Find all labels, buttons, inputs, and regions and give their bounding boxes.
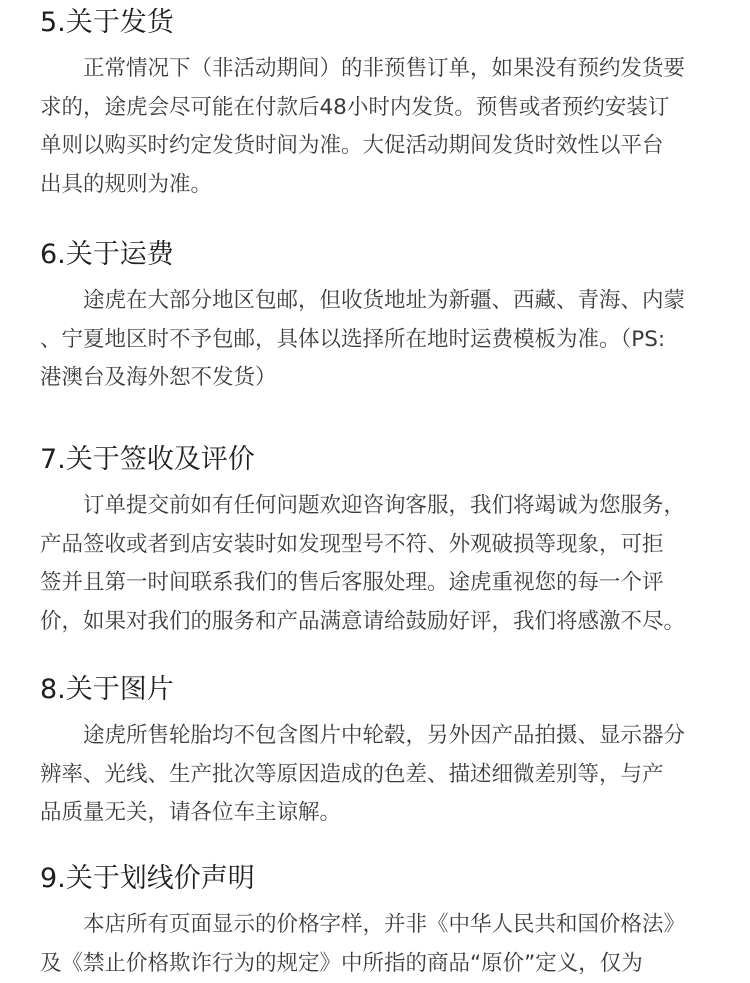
section-title: 8.关于图片 (40, 673, 715, 707)
section-body (40, 50, 715, 204)
body-line: 及《禁止价格欺诈行为的规定》中所指的商品“原价”定义，仅为 (40, 945, 715, 983)
section-body (40, 906, 715, 983)
body-line: 品质量无关，请各位车主谅解。 (40, 794, 715, 833)
body-line: 本店所有页面显示的价格字样，并非《中华人民共和国价格法》 (40, 906, 715, 945)
body-line: 单则以购买时约定发货时间为准。大促活动期间发货时效性以平台 (40, 127, 715, 166)
section-shipping (40, 6, 715, 204)
section-title: 5.关于发货 (40, 6, 715, 40)
section-images (40, 673, 715, 833)
body-line: 产品签收或者到店安装时如发现型号不符、外观破损等现象，可拒 (40, 526, 715, 565)
body-line: 出具的规则为准。 (40, 166, 715, 205)
section-title: 7.关于签收及评价 (40, 443, 715, 477)
body-line: 签并且第一时间联系我们的售后客服处理。途虎重视您的每一个评 (40, 564, 715, 603)
section-body (40, 717, 715, 833)
body-line: 价，如果对我们的服务和产品满意请给鼓励好评，我们将感激不尽。 (40, 603, 715, 642)
section-strikethrough-price (40, 862, 715, 983)
body-line: 辨率、光线、生产批次等原因造成的色差、描述细微差别等，与产 (40, 756, 715, 795)
section-title: 6.关于运费 (40, 238, 715, 272)
body-line: 途虎在大部分地区包邮，但收货地址为新疆、西藏、青海、内蒙 (40, 282, 715, 321)
body-line: 途虎所售轮胎均不包含图片中轮毂，另外因产品拍摄、显示器分 (40, 717, 715, 756)
section-freight (40, 238, 715, 398)
section-title: 9.关于划线价声明 (40, 862, 715, 896)
section-body (40, 487, 715, 641)
section-receipt-review (40, 443, 715, 641)
body-line: 、宁夏地区时不予包邮，具体以选择所在地时运费模板为准。（PS: (40, 321, 715, 360)
body-line: 订单提交前如有任何问题欢迎咨询客服，我们将竭诚为您服务， (40, 487, 715, 526)
body-line: 港澳台及海外恕不发货） (40, 359, 715, 398)
body-line: 正常情况下（非活动期间）的非预售订单，如果没有预约发货要 (40, 50, 715, 89)
section-body (40, 282, 715, 398)
body-line: 求的，途虎会尽可能在付款后48小时内发货。预售或者预约安装订 (40, 89, 715, 128)
